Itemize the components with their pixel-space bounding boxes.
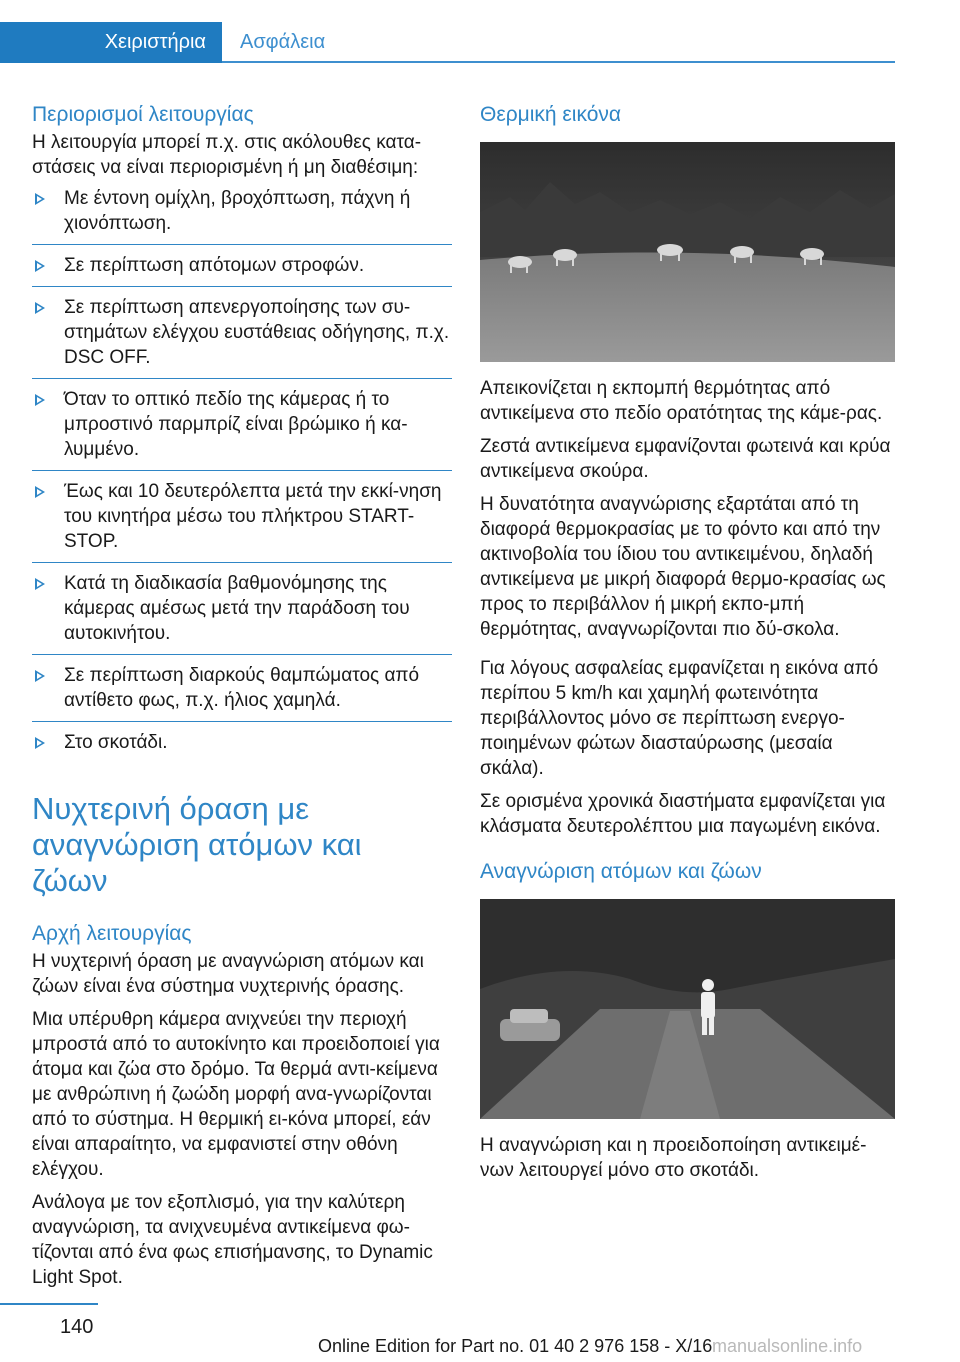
list-item xyxy=(32,722,452,763)
arrow-bullet-icon xyxy=(35,486,45,498)
thermal-paragraph-4: Για λόγους ασφαλείας εμφανίζεται η εικόνα από περίπου 5 km/h και χαμηλή φωτεινότητα περιβάλλοντος μόνο σε περίπτωση ενεργο‐ποιημένων φώτων διασταύρωσης (μεσαία σκάλα). xyxy=(480,658,879,779)
recognition-image-illustration xyxy=(480,899,895,1119)
principle-heading: Αρχή λειτουργίας xyxy=(32,922,192,945)
list-item-text: Όταν το οπτικό πεδίο της κάμερας ή το μπροστινό παρμπρίζ είναι βρώμικο ή κα‐λυμμένο. xyxy=(64,389,408,460)
tab-safety-label: Ασφάλεια xyxy=(240,31,326,53)
arrow-bullet-icon xyxy=(35,578,45,590)
thermal-heading: Θερμική εικόνα xyxy=(480,103,622,126)
arrow-bullet-icon xyxy=(35,670,45,682)
list-item xyxy=(32,655,452,721)
thermal-image-figure xyxy=(480,142,895,362)
arrow-bullet-icon xyxy=(35,193,45,205)
limits-intro: Η λειτουργία μπορεί π.χ. στις ακόλουθες κατα‐στάσεις να είναι περιορισμένη ή μη διαθέσιμη: xyxy=(32,132,422,178)
tab-controls-label: Χειριστήρια xyxy=(104,31,206,53)
list-item-text: Κατά τη διαδικασία βαθμονόμησης της κάμερας αμέσως μετά την παράδοση του αυτοκινήτου. xyxy=(64,573,410,644)
list-item xyxy=(32,563,452,654)
tab-underline xyxy=(222,61,895,63)
thermal-paragraph-3: Η δυνατότητα αναγνώρισης εξαρτάται από τη διαφορά θερμοκρασίας με το φόντο και από την ακτινοβολία του ίδιου του αντικειμένου, δηλαδή αντικείμενα με μικρή διαφορά θερμο‐κρασίας ως προς το περιβάλλον ή μικρή εκπο‐μπή θερμότητας, αναγνωρίζονται πιο δύ‐σκολα. xyxy=(480,494,886,640)
recognition-paragraph-1: Η αναγνώριση και η προειδοποίηση αντικειμέ‐νων λειτουργεί μόνο στο σκοτάδι. xyxy=(480,1135,867,1181)
recognition-heading: Αναγνώριση ατόμων και ζώων xyxy=(480,860,762,883)
tab-safety[interactable] xyxy=(222,22,325,63)
list-item-text: Έως και 10 δευτερόλεπτα μετά την εκκί‐νηση του κινητήρα μέσω του πλήκτρου START-STOP. xyxy=(64,481,442,552)
list-item-text: Σε περίπτωση απότομων στροφών. xyxy=(64,255,365,276)
footer-line xyxy=(0,1303,98,1305)
principle-paragraph-3: Ανάλογα με τον εξοπλισμό, για την καλύτερη αναγνώριση, τα ανιχνευμένα αντικείμενα φω‐τίζονται από ένα φως επισήμανσης, το Dynamic Light Spot. xyxy=(32,1192,433,1288)
arrow-bullet-icon xyxy=(35,737,45,749)
page-number: 140 xyxy=(60,1316,94,1338)
limits-heading: Περιορισμοί λειτουργίας xyxy=(32,103,254,126)
recognition-image-figure xyxy=(480,899,895,1119)
list-item xyxy=(32,471,452,562)
list-item xyxy=(32,245,452,286)
right-column xyxy=(480,100,900,1183)
main-heading: Νυχτερινή όραση με αναγνώριση ατόμων και ζώων xyxy=(32,791,362,898)
list-item xyxy=(32,287,452,378)
limits-list xyxy=(32,186,452,763)
arrow-bullet-icon xyxy=(35,260,45,272)
left-column xyxy=(32,100,452,1290)
arrow-bullet-icon xyxy=(35,302,45,314)
arrow-bullet-icon xyxy=(35,394,45,406)
thermal-paragraph-2: Ζεστά αντικείμενα εμφανίζονται φωτεινά και κρύα αντικείμενα σκούρα. xyxy=(480,436,891,482)
list-item xyxy=(32,186,452,244)
list-item-text: Σε περίπτωση διαρκούς θαμπώματος από αντίθετο φως, π.χ. ήλιος χαμηλά. xyxy=(64,665,420,711)
list-item-text: Με έντονη ομίχλη, βροχόπτωση, πάχνη ή χιονόπτωση. xyxy=(64,188,411,234)
list-item xyxy=(32,379,452,470)
tab-controls[interactable] xyxy=(0,22,222,63)
principle-paragraph-2: Μια υπέρυθρη κάμερα ανιχνεύει την περιοχή μπροστά από το αυτοκίνητο και προειδοποιεί για άτομα και ζώα στο δρόμο. Τα θερμά αντι‐κείμενα με ανθρώπινη ή ζωώδη μορφή ανα‐γνωρίζονται από το σύστημα. Η θερμική ει‐κόνα μπορεί, εάν είναι απαραίτητο, να εμφανιστεί στην οθόνη ελέγχου. xyxy=(32,1009,440,1180)
thermal-paragraph-5: Σε ορισμένα χρονικά διαστήματα εμφανίζεται για κλάσματα δευτερολέπτου μια παγωμένη εικόνα. xyxy=(480,791,886,837)
thermal-image-illustration xyxy=(480,142,895,362)
list-item-text: Σε περίπτωση απενεργοποίησης των συ‐στημάτων ελέγχου ευστάθειας οδήγησης, π.χ. DSC OFF. xyxy=(64,297,450,368)
thermal-paragraph-1: Απεικονίζεται η εκπομπή θερμότητας από αντικείμενα στο πεδίο ορατότητας της κάμε‐ρας. xyxy=(480,378,883,424)
list-item-text: Στο σκοτάδι. xyxy=(64,732,168,753)
principle-paragraph-1: Η νυχτερινή όραση με αναγνώριση ατόμων και ζώων είναι ένα σύστημα νυχτερινής όρασης. xyxy=(32,951,424,997)
edition-text: Online Edition for Part no. 01 40 2 976 158 - X/16 xyxy=(318,1336,713,1356)
watermark-text: manualsonline.info xyxy=(712,1336,863,1356)
section-tab-bar xyxy=(0,22,895,63)
